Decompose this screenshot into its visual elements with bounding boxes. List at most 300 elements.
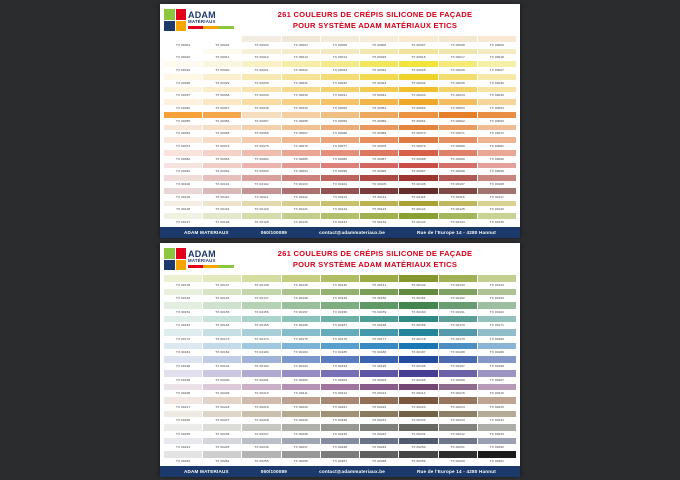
color-swatch	[164, 201, 202, 213]
swatch-code: TX 00248	[321, 444, 359, 450]
swatch-code: TX 00144	[478, 282, 516, 288]
color-swatch	[164, 99, 202, 111]
swatch-code: TX 00010	[164, 54, 202, 60]
swatch-code: TX 00173	[203, 336, 241, 342]
swatch-chip	[242, 370, 280, 377]
swatch-code: TX 00131	[321, 219, 359, 225]
swatch-code: TX 00211	[282, 390, 320, 396]
color-swatch	[242, 87, 280, 99]
swatch-code: TX 00221	[321, 404, 359, 410]
color-swatch	[282, 49, 320, 61]
color-swatch	[321, 61, 359, 73]
color-swatch	[360, 201, 398, 213]
footer-email: contact@adammateriaux.be	[319, 230, 386, 235]
swatch-code: TX 00031	[282, 80, 320, 86]
swatch-code: TX 00185	[321, 349, 359, 355]
swatch-code: TX 00017	[439, 54, 477, 60]
swatch-chip	[360, 356, 398, 363]
swatch-code: TX 00198	[478, 363, 516, 369]
swatch-chip	[439, 451, 477, 458]
swatch-code: TX 00019	[164, 67, 202, 73]
color-swatch	[478, 49, 516, 61]
swatch-code: TX 00020	[203, 67, 241, 73]
color-swatch	[203, 356, 241, 369]
swatch-chip	[321, 451, 359, 458]
swatch-chip	[399, 411, 437, 418]
swatch-code: TX 00072	[478, 130, 516, 136]
color-swatch	[399, 87, 437, 99]
color-swatch	[282, 302, 320, 315]
color-swatch	[321, 112, 359, 124]
color-swatch	[321, 188, 359, 200]
color-swatch	[439, 343, 477, 356]
footer-address: Rue de l'Europe 14 - 4280 Hannut	[417, 230, 496, 235]
swatch-code: TX 00195	[360, 363, 398, 369]
color-swatch	[439, 397, 477, 410]
swatch-code: TX 00151	[399, 295, 437, 301]
swatch-code: TX 00179	[439, 336, 477, 342]
color-swatch	[478, 424, 516, 437]
color-swatch	[439, 150, 477, 162]
swatch-code: TX 00116	[439, 194, 477, 200]
swatch-code: TX 00018	[478, 54, 516, 60]
swatch-code: TX 00169	[399, 322, 437, 328]
swatch-code: TX 00089	[439, 156, 477, 162]
swatch-code: TX 00188	[439, 349, 477, 355]
color-swatch	[399, 163, 437, 175]
swatch-code: TX 00133	[399, 219, 437, 225]
color-swatch	[203, 343, 241, 356]
color-swatch	[203, 163, 241, 175]
swatch-code: TX 00220	[282, 404, 320, 410]
swatch-code: TX 00038	[203, 92, 241, 98]
swatch-chip	[321, 424, 359, 431]
color-swatch	[321, 87, 359, 99]
swatch-code: TX 00189	[478, 349, 516, 355]
logo-brand-subtitle: MATÉRIAUX	[188, 19, 216, 25]
color-swatch	[360, 289, 398, 302]
color-swatch	[399, 451, 437, 464]
swatch-chip	[439, 356, 477, 363]
page-title-line-1: 261 COULEURS DE CRÉPIS SILICONE DE FAÇADE	[277, 10, 473, 19]
color-swatch	[360, 163, 398, 175]
color-swatch	[321, 275, 359, 288]
color-swatch	[360, 329, 398, 342]
page-2-title-line-1: 261 COULEURS DE CRÉPIS SILICONE DE FAÇADE	[277, 249, 473, 258]
color-swatch	[282, 175, 320, 187]
swatch-code: TX 00212	[321, 390, 359, 396]
color-swatch	[282, 150, 320, 162]
color-swatch	[399, 201, 437, 213]
color-swatch	[439, 137, 477, 149]
color-swatch	[478, 112, 516, 124]
color-swatch	[203, 289, 241, 302]
color-swatch	[282, 125, 320, 137]
color-swatch	[399, 36, 437, 48]
color-swatch	[242, 201, 280, 213]
swatch-code: TX 00137	[203, 282, 241, 288]
color-swatch	[242, 150, 280, 162]
color-swatch	[282, 384, 320, 397]
color-swatch	[282, 451, 320, 464]
swatch-code: TX 00159	[360, 309, 398, 315]
color-swatch	[321, 370, 359, 383]
color-swatch	[203, 384, 241, 397]
swatch-code: TX 00024	[360, 67, 398, 73]
swatch-chip	[282, 384, 320, 391]
swatch-code: TX 00132	[360, 219, 398, 225]
swatch-chip	[478, 438, 516, 445]
swatch-chip	[478, 397, 516, 404]
color-swatch	[164, 411, 202, 424]
swatch-code: TX 00259	[399, 458, 437, 464]
color-swatch	[321, 329, 359, 342]
color-swatch	[478, 125, 516, 137]
swatch-code: TX 00117	[478, 194, 516, 200]
logo-color-bar-2	[188, 265, 234, 268]
swatch-code: TX 00073	[164, 143, 202, 149]
logo-color-bar	[188, 26, 234, 29]
swatch-chip	[282, 370, 320, 377]
swatch-code: TX 00029	[203, 80, 241, 86]
swatch-code: TX 00200	[203, 377, 241, 383]
color-swatch	[360, 112, 398, 124]
swatch-code: TX 00075	[242, 143, 280, 149]
color-swatch	[242, 411, 280, 424]
swatch-code: TX 00052	[399, 105, 437, 111]
color-swatch	[478, 201, 516, 213]
swatch-code: TX 00066	[242, 130, 280, 136]
color-swatch	[164, 451, 202, 464]
swatch-chip	[360, 424, 398, 431]
color-swatch	[164, 112, 202, 124]
swatch-code: TX 00053	[439, 105, 477, 111]
color-swatch	[282, 87, 320, 99]
color-swatch	[439, 438, 477, 451]
swatch-code: TX 00044	[439, 92, 477, 98]
color-swatch	[282, 201, 320, 213]
swatch-chip	[282, 356, 320, 363]
color-swatch	[203, 201, 241, 213]
color-swatch-grid-page-2	[160, 273, 520, 466]
swatch-code: TX 00045	[478, 92, 516, 98]
swatch-code: TX 00112	[282, 194, 320, 200]
swatch-code: TX 00213	[360, 390, 398, 396]
swatch-code: TX 00111	[242, 194, 280, 200]
color-swatch	[360, 175, 398, 187]
color-swatch	[203, 74, 241, 86]
swatch-chip	[321, 411, 359, 418]
color-swatch	[478, 384, 516, 397]
swatch-chip	[478, 451, 516, 458]
swatch-code: TX 00122	[321, 206, 359, 212]
color-swatch	[399, 175, 437, 187]
swatch-code: TX 00008	[439, 42, 477, 48]
color-swatch	[478, 61, 516, 73]
color-swatch	[203, 112, 241, 124]
color-swatch	[203, 36, 241, 48]
swatch-code: TX 00203	[321, 377, 359, 383]
swatch-code: TX 00050	[321, 105, 359, 111]
swatch-code: TX 00081	[478, 143, 516, 149]
swatch-code: TX 00238	[282, 431, 320, 437]
color-swatch	[439, 289, 477, 302]
swatch-code: TX 00096	[360, 168, 398, 174]
adam-materiaux-logo	[164, 7, 234, 33]
swatch-code: TX 00145	[164, 295, 202, 301]
color-swatch	[242, 175, 280, 187]
color-swatch	[439, 356, 477, 369]
swatch-code: TX 00191	[203, 363, 241, 369]
swatch-code: TX 00051	[360, 105, 398, 111]
swatch-code: TX 00105	[360, 181, 398, 187]
color-swatch	[399, 74, 437, 86]
color-swatch	[439, 61, 477, 73]
swatch-code: TX 00005	[321, 42, 359, 48]
swatch-code: TX 00007	[399, 42, 437, 48]
swatch-code: TX 00091	[164, 168, 202, 174]
swatch-code: TX 00009	[478, 42, 516, 48]
color-swatch	[282, 343, 320, 356]
swatch-code: TX 00082	[164, 156, 202, 162]
color-swatch	[399, 188, 437, 200]
swatch-code: TX 00233	[439, 417, 477, 423]
swatch-code: TX 00003	[242, 42, 280, 48]
swatch-code: TX 00130	[282, 219, 320, 225]
swatch-code: TX 00061	[399, 118, 437, 124]
swatch-code: TX 00242	[439, 431, 477, 437]
swatch-chip	[203, 424, 241, 431]
swatch-code: TX 00251	[439, 444, 477, 450]
color-swatch	[164, 61, 202, 73]
swatch-chip	[282, 424, 320, 431]
page-1-title-block	[234, 10, 516, 30]
swatch-code: TX 00063	[478, 118, 516, 124]
color-swatch	[360, 99, 398, 111]
color-swatch	[439, 201, 477, 213]
color-swatch	[321, 356, 359, 369]
swatch-chip	[203, 438, 241, 445]
swatch-code: TX 00241	[399, 431, 437, 437]
color-swatch	[164, 438, 202, 451]
swatch-code: TX 00216	[478, 390, 516, 396]
swatch-code: TX 00090	[478, 156, 516, 162]
swatch-chip	[399, 451, 437, 458]
color-swatch	[439, 74, 477, 86]
color-swatch	[164, 384, 202, 397]
swatch-code: TX 00033	[360, 80, 398, 86]
swatch-chip	[242, 397, 280, 404]
swatch-code: TX 00057	[242, 118, 280, 124]
swatch-code: TX 00028	[164, 80, 202, 86]
swatch-code: TX 00040	[282, 92, 320, 98]
color-swatch	[164, 356, 202, 369]
swatch-code: TX 00106	[399, 181, 437, 187]
swatch-code: TX 00235	[164, 431, 202, 437]
swatch-code: TX 00049	[282, 105, 320, 111]
logo-squares-icon	[164, 9, 186, 31]
color-swatch	[321, 49, 359, 61]
swatch-code: TX 00209	[203, 390, 241, 396]
color-swatch	[203, 188, 241, 200]
swatch-code: TX 00170	[439, 322, 477, 328]
swatch-code: TX 00035	[439, 80, 477, 86]
color-swatch	[282, 424, 320, 437]
color-swatch	[439, 370, 477, 383]
swatch-code: TX 00197	[439, 363, 477, 369]
swatch-code: TX 00186	[360, 349, 398, 355]
swatch-code: TX 00087	[360, 156, 398, 162]
swatch-code: TX 00093	[242, 168, 280, 174]
color-swatch	[321, 163, 359, 175]
color-swatch	[203, 397, 241, 410]
color-swatch	[164, 49, 202, 61]
swatch-code: TX 00239	[321, 431, 359, 437]
color-swatch	[439, 316, 477, 329]
swatch-code: TX 00232	[399, 417, 437, 423]
swatch-code: TX 00254	[203, 458, 241, 464]
color-swatch	[478, 370, 516, 383]
swatch-code: TX 00192	[242, 363, 280, 369]
swatch-code: TX 00206	[439, 377, 477, 383]
color-swatch	[242, 289, 280, 302]
color-swatch	[164, 397, 202, 410]
color-swatch	[360, 49, 398, 61]
swatch-chip	[203, 370, 241, 377]
swatch-code: TX 00014	[321, 54, 359, 60]
swatch-code: TX 00071	[439, 130, 477, 136]
swatch-chip	[242, 356, 280, 363]
swatch-chip	[360, 438, 398, 445]
swatch-chip	[164, 356, 202, 363]
color-swatch	[360, 356, 398, 369]
color-swatch	[399, 61, 437, 73]
swatch-code: TX 00070	[399, 130, 437, 136]
swatch-chip	[478, 370, 516, 377]
swatch-code: TX 00234	[478, 417, 516, 423]
swatch-code: TX 00021	[242, 67, 280, 73]
swatch-code: TX 00055	[164, 118, 202, 124]
color-swatch	[439, 112, 477, 124]
swatch-code: TX 00129	[242, 219, 280, 225]
swatch-code: TX 00226	[164, 417, 202, 423]
swatch-code: TX 00085	[282, 156, 320, 162]
color-swatch	[321, 150, 359, 162]
swatch-code: TX 00121	[282, 206, 320, 212]
swatch-chip	[321, 384, 359, 391]
color-swatch	[439, 329, 477, 342]
color-swatch	[360, 302, 398, 315]
swatch-code: TX 00036	[478, 80, 516, 86]
swatch-chip	[478, 384, 516, 391]
color-swatch	[282, 36, 320, 48]
swatch-code: TX 00231	[360, 417, 398, 423]
swatch-code: TX 00135	[478, 219, 516, 225]
swatch-code: TX 00156	[242, 309, 280, 315]
swatch-code: TX 00178	[399, 336, 437, 342]
swatch-chip	[360, 411, 398, 418]
swatch-code: TX 00177	[360, 336, 398, 342]
color-swatch	[242, 384, 280, 397]
logo-brand-name: ADAM	[188, 10, 216, 21]
swatch-chip	[439, 411, 477, 418]
swatch-code: TX 00202	[282, 377, 320, 383]
color-swatch	[203, 451, 241, 464]
swatch-chip	[321, 370, 359, 377]
color-swatch	[164, 424, 202, 437]
swatch-code: TX 00227	[203, 417, 241, 423]
swatch-code: TX 00022	[282, 67, 320, 73]
logo-brand-subtitle-2: MATÉRIAUX	[188, 258, 216, 264]
color-swatch	[360, 370, 398, 383]
color-swatch	[164, 150, 202, 162]
color-swatch	[439, 99, 477, 111]
color-swatch	[478, 36, 516, 48]
swatch-code: TX 00207	[478, 377, 516, 383]
swatch-code: TX 00152	[439, 295, 477, 301]
swatch-code: TX 00255	[242, 458, 280, 464]
swatch-code: TX 00067	[282, 130, 320, 136]
swatch-chip	[439, 438, 477, 445]
swatch-code: TX 00077	[321, 143, 359, 149]
swatch-chip	[164, 397, 202, 404]
swatch-code: TX 00174	[242, 336, 280, 342]
swatch-code: TX 00194	[321, 363, 359, 369]
color-swatch	[242, 397, 280, 410]
color-swatch	[242, 36, 280, 48]
swatch-chip	[360, 370, 398, 377]
swatch-code: TX 00166	[282, 322, 320, 328]
swatch-code: TX 00034	[399, 80, 437, 86]
swatch-code: TX 00118	[164, 206, 202, 212]
color-swatch	[321, 74, 359, 86]
swatch-code: TX 00147	[242, 295, 280, 301]
swatch-code: TX 00013	[282, 54, 320, 60]
swatch-code: TX 00101	[203, 181, 241, 187]
swatch-code: TX 00113	[321, 194, 359, 200]
color-swatch	[399, 384, 437, 397]
swatch-code: TX 00172	[164, 336, 202, 342]
swatch-code: TX 00119	[203, 206, 241, 212]
color-swatch	[399, 289, 437, 302]
swatch-code: TX 00092	[203, 168, 241, 174]
color-swatch	[242, 188, 280, 200]
swatch-code: TX 00104	[321, 181, 359, 187]
swatch-chip	[203, 384, 241, 391]
color-swatch	[164, 87, 202, 99]
swatch-code: TX 00128	[203, 219, 241, 225]
swatch-chip	[164, 438, 202, 445]
color-swatch	[321, 343, 359, 356]
color-swatch	[242, 451, 280, 464]
page-2-title-line-2: POUR SYSTÈME ADAM MATÉRIAUX ETICS	[292, 260, 458, 269]
swatch-code: TX 00176	[321, 336, 359, 342]
color-swatch	[439, 163, 477, 175]
color-swatch	[360, 61, 398, 73]
swatch-code: TX 00229	[282, 417, 320, 423]
swatch-code: TX 00157	[282, 309, 320, 315]
color-swatch	[321, 302, 359, 315]
swatch-code: TX 00246	[242, 444, 280, 450]
swatch-code: TX 00126	[478, 206, 516, 212]
swatch-chip	[478, 411, 516, 418]
color-swatch	[478, 356, 516, 369]
swatch-code: TX 00228	[242, 417, 280, 423]
swatch-code: TX 00001	[164, 42, 202, 48]
swatch-chip	[321, 356, 359, 363]
swatch-code: TX 00193	[282, 363, 320, 369]
color-swatch	[478, 137, 516, 149]
